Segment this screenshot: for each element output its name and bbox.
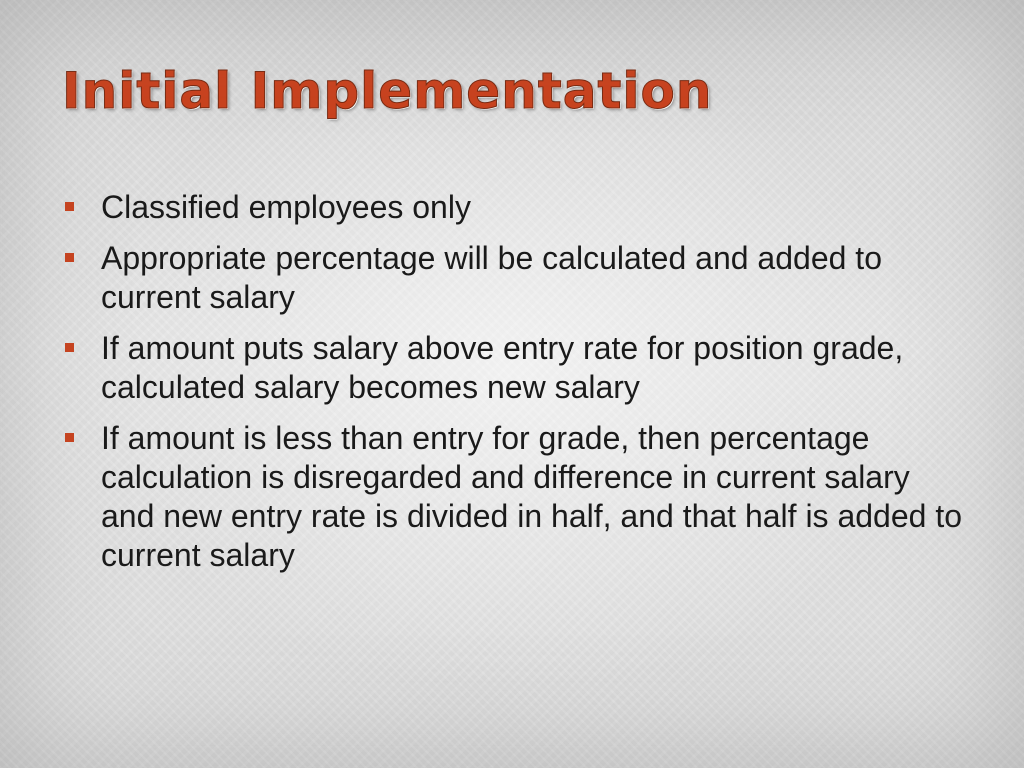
bullet-text: If amount puts salary above entry rate for position grade, calculated salary becomes new salary bbox=[101, 330, 904, 405]
bullet-item bbox=[62, 188, 972, 227]
square-bullet-icon bbox=[65, 343, 74, 352]
bullet-item bbox=[62, 419, 972, 575]
bullet-text: If amount is less than entry for grade, then percentage calculation is disregarded and difference in current salary and new entry rate is divided in half, and that half is added to current salary bbox=[101, 420, 962, 573]
bullet-item bbox=[62, 329, 972, 407]
bullet-list bbox=[62, 188, 972, 587]
bullet-text: Appropriate percentage will be calculated and added to current salary bbox=[101, 240, 882, 315]
square-bullet-icon bbox=[65, 433, 74, 442]
bullet-item bbox=[62, 239, 972, 317]
bullet-text: Classified employees only bbox=[101, 189, 471, 225]
slide-title: Initial Implementation bbox=[62, 62, 713, 120]
square-bullet-icon bbox=[65, 253, 74, 262]
square-bullet-icon bbox=[65, 202, 74, 211]
